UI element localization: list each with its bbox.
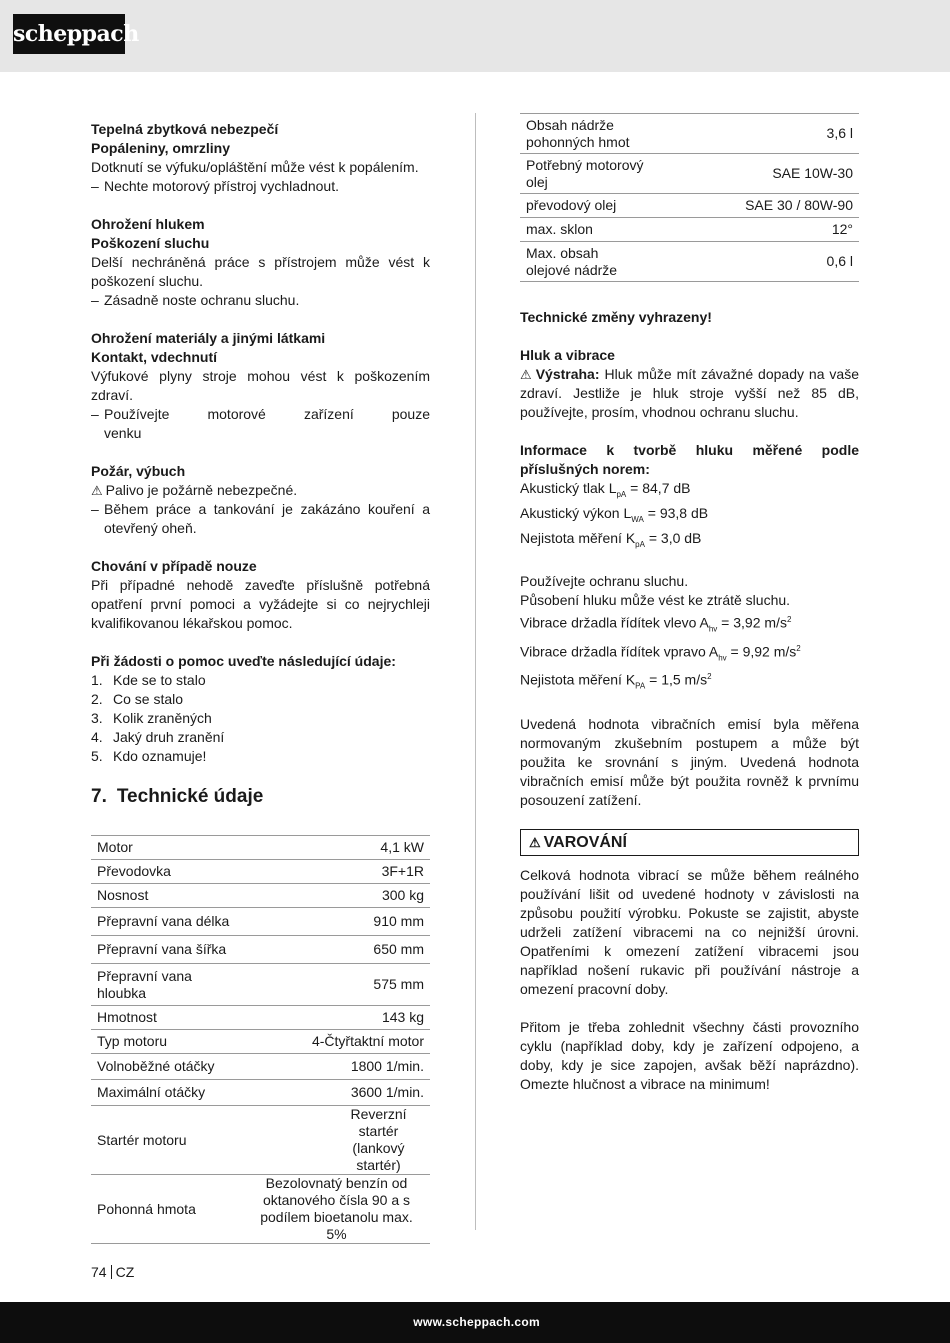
spec-key: Potřebný motorový olej xyxy=(520,154,652,194)
section-heading: Ohrožení hlukem xyxy=(91,216,205,232)
table-row xyxy=(91,836,430,860)
column-divider xyxy=(475,113,476,1230)
table-row xyxy=(520,114,859,154)
dash-item: – Zásadně noste ochranu sluchu. xyxy=(91,291,430,310)
paragraph: Přitom je třeba zohlednit všechny části provozního cyklu (například doby, kdy je zařízení odpojeno, a doby, kdy je sice zapojen, avšak běží naprázdno). Omezte hlučnost a vibrace na minimum! xyxy=(520,1018,859,1092)
table-row xyxy=(91,936,430,964)
section-help-request xyxy=(91,652,430,766)
spec-key: Přepravní vana hloubka xyxy=(91,964,243,1006)
header-bar xyxy=(0,0,950,72)
spec-table xyxy=(91,835,430,1244)
section-thermal xyxy=(91,120,430,196)
spec-value: 0,6 l xyxy=(652,242,859,282)
list-number: 3. xyxy=(91,710,103,726)
spec-key: Volnoběžné otáčky xyxy=(91,1054,243,1080)
measure-value: = 84,7 dB xyxy=(626,480,691,496)
measure-subscript: pA xyxy=(635,539,645,549)
table-row xyxy=(520,194,859,218)
measure-label: Vibrace držadla řídítek vlevo A xyxy=(520,615,709,632)
section-heading: Informace k tvorbě hluku měřené podle příslušných norem: xyxy=(520,442,859,477)
list-number: 2. xyxy=(91,691,103,707)
left-column xyxy=(91,120,430,1244)
measure-line xyxy=(520,479,859,504)
section-noise-info xyxy=(520,441,859,553)
measure-subscript: pA xyxy=(616,489,627,499)
spec-key: max. sklon xyxy=(520,218,652,242)
list-number: 5. xyxy=(91,748,103,764)
spec-key: Přepravní vana šířka xyxy=(91,936,243,964)
list-text: Kolik zraněných xyxy=(113,710,212,726)
fire-text: Palivo je požárně nebezpečné. xyxy=(105,482,298,498)
table-row xyxy=(91,860,430,884)
section-emergency xyxy=(91,557,430,633)
table-row xyxy=(91,1175,430,1244)
measure-label: Akustický výkon L xyxy=(520,504,632,521)
list-number: 1. xyxy=(91,672,103,688)
measure-superscript: 2 xyxy=(786,615,792,625)
warning-title-text: VAROVÁNÍ xyxy=(543,833,627,851)
warning-triangle-icon: ⚠ xyxy=(520,367,533,382)
warning-text: Hluk může mít závažné dopady na vaše zdraví. Jestliže je hluk stroje vyšší než 85 dB, používejte, prosím, vhodnou ochranu sluchu. xyxy=(520,366,860,420)
spec-value: SAE 10W-30 xyxy=(652,154,859,194)
table-row xyxy=(91,1054,430,1080)
spec-value: 910 mm xyxy=(243,908,430,936)
section-warning-text xyxy=(520,866,859,999)
spec-value: Bezolovnatý benzín od oktanového čísla 90 a s podílem bioetanolu max. 5% xyxy=(243,1175,430,1244)
spec-key: Startér motoru xyxy=(91,1106,243,1175)
table-row xyxy=(91,908,430,936)
brand-logo: scheppach xyxy=(13,14,125,54)
measure-superscript: 2 xyxy=(707,672,712,682)
spec-key: Max. obsah olejové nádrže xyxy=(520,242,652,282)
measure-superscript: 2 xyxy=(796,643,801,653)
table-row xyxy=(91,1080,430,1106)
list-item xyxy=(91,709,430,728)
section-heading: Chování v případě nouze xyxy=(91,558,257,574)
list-text: Kde se to stalo xyxy=(113,672,206,688)
section-heading: Ohrožení materiály a jinými látkami xyxy=(91,330,326,346)
warning-label: Výstraha: xyxy=(535,366,600,382)
measure-label: Nejistota měření K xyxy=(520,529,636,546)
section-noise xyxy=(91,215,430,310)
spec-value: 575 mm xyxy=(243,964,430,1006)
paragraph xyxy=(91,481,430,500)
section-materials xyxy=(91,329,430,443)
list-number: 4. xyxy=(91,729,103,745)
footer-url: www.scheppach.com xyxy=(413,1315,540,1329)
measure-line xyxy=(520,639,859,667)
section-noise-vibration xyxy=(520,346,859,422)
spec-key: Typ motoru xyxy=(91,1030,243,1054)
spec-value: Reverzní startér (lankový startér) xyxy=(243,1106,430,1175)
paragraph: Delší nechráněná práce s přístrojem může vést k poškození sluchu. xyxy=(91,254,430,289)
spec-table-continued xyxy=(520,113,859,282)
measure-subscript: WA xyxy=(631,514,644,524)
list-item xyxy=(91,747,430,766)
list-item xyxy=(91,728,430,747)
spec-key: Maximální otáčky xyxy=(91,1080,243,1106)
changes-note xyxy=(520,308,859,327)
list-item xyxy=(91,690,430,709)
list-text: Kdo oznamuje! xyxy=(113,748,207,764)
section-heading: Při žádosti o pomoc uveďte následující údaje: xyxy=(91,653,396,669)
measure-value: = 3,0 dB xyxy=(644,529,702,546)
list-text: Jaký druh zranění xyxy=(113,729,225,745)
spec-value: 3F+1R xyxy=(243,860,430,884)
paragraph xyxy=(520,365,859,422)
section-warning-text-2 xyxy=(520,1018,859,1094)
table-row xyxy=(520,154,859,194)
measure-line xyxy=(520,667,859,695)
section-subheading: Kontakt, vdechnutí xyxy=(91,349,218,365)
measure-line xyxy=(520,504,859,529)
measure-value: = 1,5 m/s xyxy=(645,671,708,688)
footer-bar xyxy=(0,1302,950,1343)
section-title-text: Technické údaje xyxy=(116,786,264,807)
spec-value: 300 kg xyxy=(243,884,430,908)
page-separator xyxy=(111,1265,112,1279)
section-number: 7. xyxy=(91,786,107,807)
spec-value: 3600 1/min. xyxy=(243,1080,430,1106)
dash-item: – Během práce a tankování je zakázáno kouření a otevřený oheň. xyxy=(91,500,430,538)
table-row xyxy=(91,1006,430,1030)
table-row xyxy=(91,1030,430,1054)
page-language: CZ xyxy=(115,1264,135,1280)
section-vibration-text xyxy=(520,715,859,810)
measure-subscript: PA xyxy=(635,681,646,691)
spec-value: 3,6 l xyxy=(652,114,859,154)
table-row xyxy=(91,964,430,1006)
paragraph: Uvedená hodnota vibračních emisí byla měřena normovaným zkušebním postupem a může být použita ke srovnání s jiným. Uvedená hodnota vibračních emisí může být použita rovněž k prvnímu posouzení zatížení. xyxy=(520,715,859,808)
section-title xyxy=(91,785,430,809)
section-subheading: Popáleniny, omrzliny xyxy=(91,140,230,156)
paragraph: Výfukové plyny stroje mohou vést k poškozením zdraví. xyxy=(91,368,430,403)
section-vibration-values xyxy=(520,572,859,695)
table-row xyxy=(91,884,430,908)
spec-key: Převodovka xyxy=(91,860,243,884)
page-number-value: 74 xyxy=(91,1264,107,1280)
measure-label: Akustický tlak L xyxy=(520,480,617,496)
paragraph: Při případné nehodě zaveďte příslušně potřebná opatření první pomoci a vyžádejte si co nejrychleji kvalifikovanou lékařskou pomoc. xyxy=(91,577,430,631)
spec-value: 4,1 kW xyxy=(243,836,430,860)
section-subheading: Poškození sluchu xyxy=(91,235,210,251)
spec-value: 650 mm xyxy=(243,936,430,964)
warning-triangle-icon: ⚠ xyxy=(529,834,541,850)
measure-label: Vibrace držadla řídítek vpravo A xyxy=(520,643,719,660)
measure-subscript: hv xyxy=(708,624,718,634)
paragraph: Dotknutí se výfuku/opláštění může vést k popálením. xyxy=(91,159,419,175)
table-row xyxy=(91,1106,430,1175)
spec-key: Hmotnost xyxy=(91,1006,243,1030)
spec-value: 4-Čtyřtaktní motor xyxy=(243,1030,430,1054)
spec-key: Přepravní vana délka xyxy=(91,908,243,936)
section-heading: Hluk a vibrace xyxy=(520,347,615,363)
spec-key: Obsah nádrže pohonných hmot xyxy=(520,114,652,154)
spec-key: převodový olej xyxy=(520,194,652,218)
measure-line xyxy=(520,529,859,554)
section-fire xyxy=(91,462,430,538)
measure-subscript: hv xyxy=(718,653,727,663)
spec-value: 12° xyxy=(652,218,859,242)
dash-item: – Nechte motorový přístroj vychladnout. xyxy=(91,177,430,196)
measure-line xyxy=(520,610,859,638)
paragraph: Používejte ochranu sluchu. xyxy=(520,573,689,590)
table-row xyxy=(520,218,859,242)
changes-text: Technické změny vyhrazeny! xyxy=(520,309,712,325)
measure-value: = 9,92 m/s xyxy=(726,643,797,660)
section-heading: Tepelná zbytková nebezpečí xyxy=(91,121,279,137)
page-number xyxy=(91,1264,134,1280)
list-text: Co se stalo xyxy=(113,691,184,707)
spec-value: SAE 30 / 80W-90 xyxy=(652,194,859,218)
warning-triangle-icon: ⚠ xyxy=(91,483,103,498)
dash-item: – Používejte motorové zařízení pouze venku xyxy=(91,405,430,443)
table-row xyxy=(520,242,859,282)
spec-key: Nosnost xyxy=(91,884,243,908)
spec-value: 1800 1/min. xyxy=(243,1054,430,1080)
paragraph: Celková hodnota vibrací se může během reálného používání lišit od uvedené hodnoty v závislosti na způsobu použití výrobku. Pokuste se zajistit, abyste udrželi zatížení vibracemi na co nejnižší úrovni. Opatřeními k omezení zatížení vibracemi jsou například nošení rukavic při používání nástroje a omezení pracovní doby. xyxy=(520,866,859,997)
spec-value: 143 kg xyxy=(243,1006,430,1030)
spec-key: Motor xyxy=(91,836,243,860)
measure-value: = 93,8 dB xyxy=(643,504,709,521)
section-heading: Požár, výbuch xyxy=(91,463,186,479)
spec-key: Pohonná hmota xyxy=(91,1175,243,1244)
warning-box-title xyxy=(520,829,859,856)
paragraph: Působení hluku může vést ke ztrátě sluchu. xyxy=(520,592,791,609)
right-column xyxy=(520,113,859,1113)
measure-value: = 3,92 m/s xyxy=(717,615,787,632)
list-item xyxy=(91,671,430,690)
measure-label: Nejistota měření K xyxy=(520,671,636,688)
